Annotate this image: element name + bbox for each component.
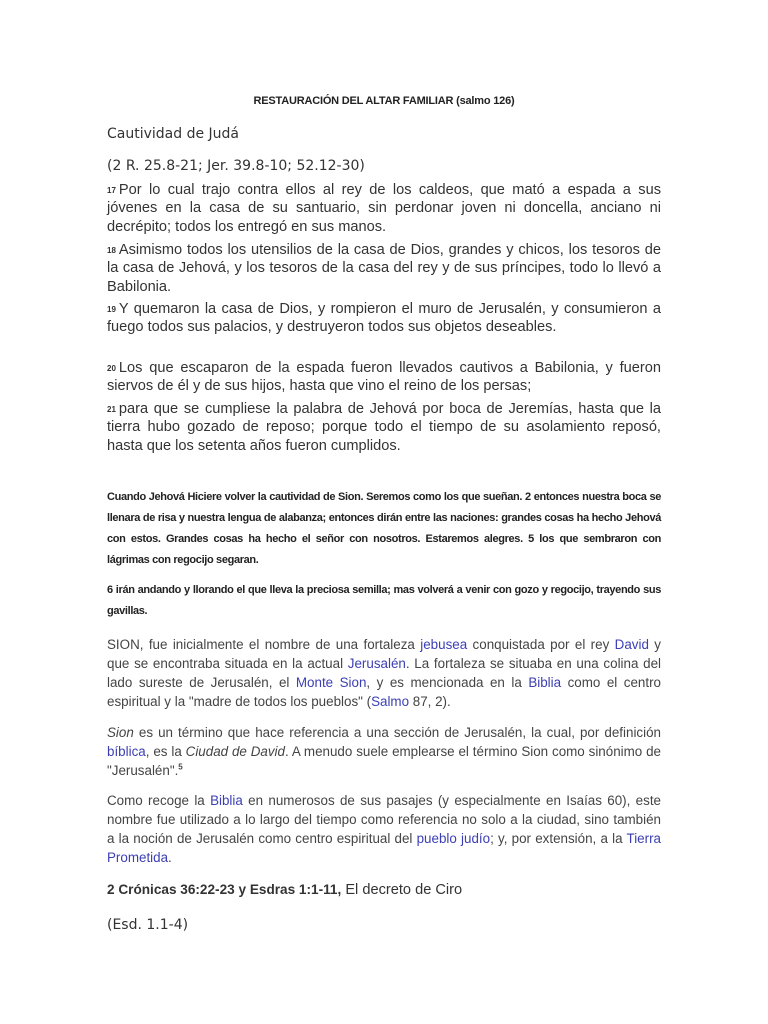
scripture-reference: (2 R. 25.8-21; Jer. 39.8-10; 52.12-30)	[107, 158, 365, 174]
text-segment: es un término que hace referencia a una sección de Jerusalén, la cual, por definición	[133, 725, 661, 740]
verse-number: 17	[107, 186, 116, 195]
text-segment: . A menudo suele emplearse el término Sion como sinónimo de "Jerusalén".	[107, 744, 661, 778]
verse-number: 21	[107, 405, 116, 414]
text-segment: y que se encontraba situada en la actual	[107, 637, 661, 671]
text-segment: , es la	[145, 744, 186, 759]
verse-21	[107, 400, 661, 455]
text-segment: en numerosos de sus pasajes (y especialmente en Isaías 60), este nombre fue utilizado a lo largo del tiempo como referencia no solo a la ciudad, sino también a la noción de Jerusalén como centro espiritual del	[107, 793, 661, 846]
text-segment: .	[168, 850, 172, 865]
text-segment: como el centro espiritual y la "madre de todos los pueblos" (	[107, 675, 661, 709]
footnote-reference[interactable]: 5	[178, 762, 183, 772]
psalm-paragraph-2: 6 irán andando y llorando el que lleva la preciosa semilla; mas volverá a venir con gozo y regocijo, trayendo sus gavillas.	[107, 584, 661, 617]
decree-title: El decreto de Ciro	[341, 882, 463, 898]
link-monte-sion[interactable]: Monte Sion	[295, 675, 367, 690]
verse-18	[107, 241, 661, 296]
page-title: RESTAURACIÓN DEL ALTAR FAMILIAR (salmo 126)	[253, 95, 515, 107]
verse-text: para que se cumpliese la palabra de Jehová por boca de Jeremías, hasta que la tierra hubo gozado de reposo; porque todo el tiempo de su asolamiento reposó, hasta que los setenta años fueron cumplidos.	[107, 401, 661, 454]
text-segment: ; y, por extensión, a la	[490, 831, 627, 846]
section-heading: Cautividad de Judá	[107, 126, 240, 142]
psalm-paragraph-1: Cuando Jehová Hiciere volver la cautividad de Sion. Seremos como los que sueñan. 2 entonces nuestra boca se llenara de risa y nuestra lengua de alabanza; entonces dirán entre las naciones: grandes cosas ha hecho Jehová con estos. Grandes cosas ha hecho el señor con nosotros. Estaremos alegres. 5 los que sembraron con lágrimas con regocijo segaran.	[107, 491, 661, 566]
verse-text: Por lo cual trajo contra ellos al rey de los caldeos, que mató a espada a sus jóvenes en la casa de su santuario, sin perdonar joven ni doncella, anciano ni decrépito; todos los entregó en sus manos.	[107, 182, 661, 235]
text-segment: conquistada por el rey	[467, 637, 615, 652]
italic-term-sion: Sion	[107, 725, 134, 740]
text-segment: 87, 2).	[409, 694, 451, 709]
esd-reference: (Esd. 1.1-4)	[107, 917, 189, 933]
decree-references: 2 Crónicas 36:22-23 y Esdras 1:1-11,	[107, 882, 342, 897]
link-pueblo-judio[interactable]: pueblo judío	[416, 831, 491, 846]
text-segment: , y es mencionada en la	[366, 675, 529, 690]
link-biblia[interactable]: Biblia	[210, 793, 243, 808]
verse-text: Asimismo todos los utensilios de la casa de Dios, grandes y chicos, los tesoros de la casa de Jehová, y los tesoros de la casa del rey y de sus príncipes, todo lo llevó a Babilonia.	[107, 242, 661, 295]
text-segment: . La fortaleza se situaba en una colina del lado sureste de Jerusalén, el	[107, 656, 662, 690]
link-jerusalen[interactable]: Jerusalén	[347, 656, 406, 671]
text-segment: SION, fue inicialmente el nombre de una fortaleza	[107, 637, 421, 652]
link-biblica[interactable]: bíblica	[107, 744, 146, 759]
sion-paragraph-3	[107, 791, 661, 867]
sion-paragraph-2	[107, 723, 661, 780]
link-tierra-prometida[interactable]: Tierra Prometida	[107, 831, 661, 865]
decree-heading	[107, 881, 661, 899]
verse-text: Los que escaparon de la espada fueron llevados cautivos a Babilonia, y fueron siervos de él y de sus hijos, hasta que vino el reino de los persas;	[107, 360, 661, 395]
link-biblia[interactable]: Biblia	[528, 675, 562, 690]
verse-number: 20	[107, 364, 116, 373]
link-salmo[interactable]: Salmo	[371, 694, 410, 709]
verse-number: 19	[107, 305, 116, 314]
verse-19	[107, 300, 661, 337]
sion-paragraph-1	[107, 635, 661, 711]
verse-text: Y quemaron la casa de Dios, y rompieron el muro de Jerusalén, y consumieron a fuego todos sus palacios, y destruyeron todos sus objetos deseables.	[107, 301, 661, 336]
verse-17	[107, 181, 661, 236]
text-segment: Como recoge la	[107, 793, 211, 808]
verse-number: 18	[107, 246, 116, 255]
italic-term-ciudad-de-david: Ciudad de David	[185, 744, 285, 759]
link-david[interactable]: David	[614, 637, 649, 652]
link-jebusea[interactable]: jebusea	[420, 637, 468, 652]
verse-20	[107, 359, 661, 396]
